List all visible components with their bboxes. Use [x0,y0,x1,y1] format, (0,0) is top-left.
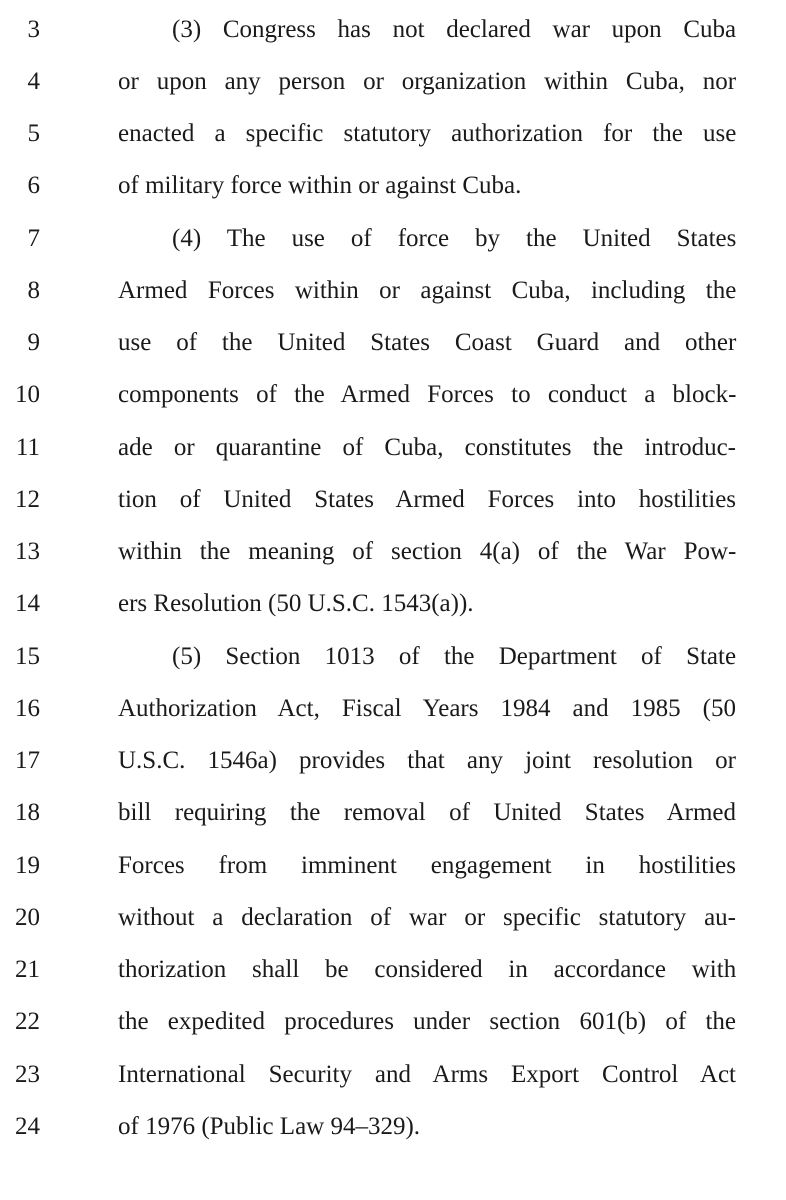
line-number: 14 [15,590,40,617]
line-text: bill requiring the removal of United States Armed [118,799,736,826]
line-number: 12 [15,486,40,513]
line-text: Armed Forces within or against Cuba, including the [118,277,737,304]
line-number: 8 [27,277,40,304]
line-number: 9 [27,329,40,356]
line-text: U.S.C. 1546a) provides that any joint resolution or [118,747,736,774]
line-number: 18 [15,799,40,826]
line-text: Forces from imminent engagement in hostilities [118,852,736,879]
line-number: 17 [15,747,40,774]
line-number: 10 [15,381,40,408]
line-text: International Security and Arms Export Control Act [118,1061,736,1088]
line-number: 11 [15,434,40,461]
line-number: 21 [15,956,40,983]
line-number: 20 [15,904,40,931]
line-text: (5) Section 1013 of the Department of State [172,643,737,670]
line-text: Authorization Act, Fiscal Years 1984 and 1985 (50 [118,695,736,722]
line-text: of 1976 (Public Law 94–329). [118,1113,421,1140]
line-number: 23 [15,1061,40,1088]
line-text: use of the United States Coast Guard and other [118,329,737,356]
line-text: ers Resolution (50 U.S.C. 1543(a)). [118,590,474,617]
line-text: the expedited procedures under section 601(b) of the [118,1008,736,1035]
line-text: ade or quarantine of Cuba, constitutes the introduc- [118,434,736,461]
line-text: enacted a specific statutory authorization for the use [118,120,737,147]
line-number: 3 [27,16,40,43]
line-text: (3) Congress has not declared war upon Cuba [172,16,737,43]
line-text: thorization shall be considered in accordance with [118,956,737,983]
line-text: of military force within or against Cuba. [118,172,522,199]
line-number: 16 [15,695,40,722]
line-number: 15 [15,643,40,670]
line-text: within the meaning of section 4(a) of the War Pow- [118,538,737,565]
line-number: 24 [15,1113,40,1140]
line-number: 7 [27,225,40,252]
line-text: (4) The use of force by the United States [172,225,737,252]
line-text: or upon any person or organization within Cuba, nor [118,68,737,95]
line-number: 6 [27,172,40,199]
line-number: 4 [27,68,40,95]
line-number: 5 [27,120,40,147]
line-number: 13 [15,538,40,565]
line-text: tion of United States Armed Forces into hostilities [118,486,737,513]
line-number: 19 [15,852,40,879]
line-number: 22 [15,1008,40,1035]
text-line [0,1113,786,1179]
line-text: components of the Armed Forces to conduct a block- [118,381,737,408]
line-text: without a declaration of war or specific statutory au- [118,904,736,931]
